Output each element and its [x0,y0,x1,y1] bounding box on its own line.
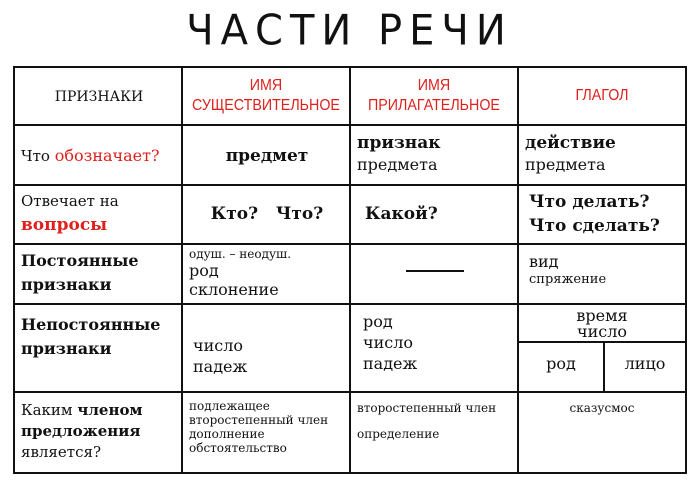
row-variable-adjective-line2: число [363,333,413,352]
header-noun-line2: СУЩЕСТВИТЕЛЬНОЕ [192,97,340,114]
row-member [14,392,686,473]
row-meaning [14,125,686,185]
header-adjective-line2: ПРИЛАГАТЕЛЬНОЕ [368,97,500,114]
empty-dash [406,270,464,272]
row-variable-adjective [350,304,518,392]
parts-of-speech-table [13,66,687,474]
row-variable-noun [182,304,350,392]
row-member-label-line1-plain: Каким [21,401,78,419]
row-variable-label-line1: Непостоянные [21,315,161,334]
row-variable-verb [518,304,686,392]
row-meaning-verb-text [525,132,681,175]
row-questions-noun-text: Кто? Что? [210,204,324,224]
row-member-noun-line2: второстепенный член [189,413,329,427]
row-questions-verb-line2: Что сделать? [529,216,660,236]
row-meaning-label-accent: обозначает? [54,146,160,165]
row-constant-noun-line3: склонение [189,280,279,299]
row-meaning-label-text [21,145,177,167]
row-member-adjective [350,392,518,473]
row-variable-verb-top-line2: число [577,322,627,341]
row-constant-noun-text [189,248,345,299]
verb-subdivider-horizontal [519,341,685,343]
row-member-verb [518,392,686,473]
row-constant-label-line2: признаки [21,275,112,294]
row-variable-label [14,304,182,392]
row-meaning-adjective-line1: признак [357,133,441,153]
header-features [14,67,182,125]
row-variable-verb-left: род [546,354,576,373]
row-constant [14,244,686,304]
row-member-adjective-line2: определение [357,427,440,441]
row-meaning-verb-line1: действие [525,133,616,153]
row-questions-verb-text [529,191,681,237]
header-noun-line1: ИМЯ [249,77,283,94]
row-member-noun-text [189,399,345,455]
row-variable-noun-line1: число [193,336,243,355]
row-constant-noun [182,244,350,304]
row-variable-adjective-text [363,311,513,374]
row-questions-verb-line1: Что делать? [529,192,650,212]
row-questions-label [14,185,182,244]
header-features-label: ПРИЗНАКИ [54,89,144,105]
header-adjective-line1: ИМЯ [417,77,451,94]
row-meaning-label-plain: Что [21,147,55,165]
row-meaning-verb-line2: предмета [525,155,606,174]
page-title: ЧАСТИ РЕЧИ [186,6,513,56]
row-variable-verb-top-line1: время [576,306,628,325]
row-member-label-text [21,400,177,463]
row-member-label-line2: предложения [21,422,141,440]
row-questions-label-accent: вопросы [21,215,108,235]
row-variable-adjective-line1: род [363,312,393,331]
row-questions-label-line1: Отвечает на [21,192,119,210]
row-member-noun [182,392,350,473]
row-constant-label-text [21,249,177,297]
row-member-verb-text: сказусмос [569,401,635,415]
row-meaning-adjective-text [357,132,513,175]
row-meaning-adjective-line2: предмета [357,155,438,174]
row-questions-label-text [21,190,177,236]
row-constant-noun-line2: род [189,261,219,280]
header-row [14,67,686,125]
row-variable-noun-text [193,335,345,377]
row-meaning-label [14,125,182,185]
row-meaning-noun-text: предмет [225,146,309,166]
header-adjective [350,67,518,125]
header-noun [182,67,350,125]
row-member-label-line3: является? [21,443,101,461]
row-meaning-adjective [350,125,518,185]
row-constant-verb [518,244,686,304]
row-constant-label-line1: Постоянные [21,251,139,270]
row-constant-verb-text [529,251,681,287]
row-member-label-line1-bold: членом [77,401,143,419]
row-variable [14,304,686,392]
row-member-label [14,392,182,473]
row-variable-verb-top [519,307,685,339]
row-questions [14,185,686,244]
row-questions-verb [518,185,686,244]
row-member-adjective-text [357,401,513,441]
row-constant-verb-line1: вид [529,252,559,271]
row-member-noun-line3: дополнение [189,427,265,441]
row-questions-noun [182,185,350,244]
row-meaning-noun [182,125,350,185]
row-variable-noun-line2: падеж [193,357,248,376]
header-verb-label: ГЛАГОЛ [575,87,629,104]
row-member-noun-line1: подлежащее [189,399,270,413]
row-constant-verb-line2: спряжение [529,272,607,287]
row-questions-adjective-text: Какой? [365,204,438,224]
row-constant-adjective [350,244,518,304]
row-meaning-verb [518,125,686,185]
row-variable-adjective-line3: падеж [363,354,418,373]
row-constant-label [14,244,182,304]
row-member-label-line1 [21,400,177,421]
row-variable-verb-right: лицо [624,354,666,373]
row-constant-noun-line1: одуш. – неодуш. [189,247,292,261]
row-questions-adjective [350,185,518,244]
row-variable-label-text [21,313,177,361]
row-member-adjective-line1: второстепенный член [357,401,497,415]
header-verb [518,67,686,125]
row-member-noun-line4: обстоятельство [189,441,287,455]
header-noun-label [190,76,343,116]
row-variable-label-line2: признаки [21,339,112,358]
header-adjective-label [358,76,511,116]
